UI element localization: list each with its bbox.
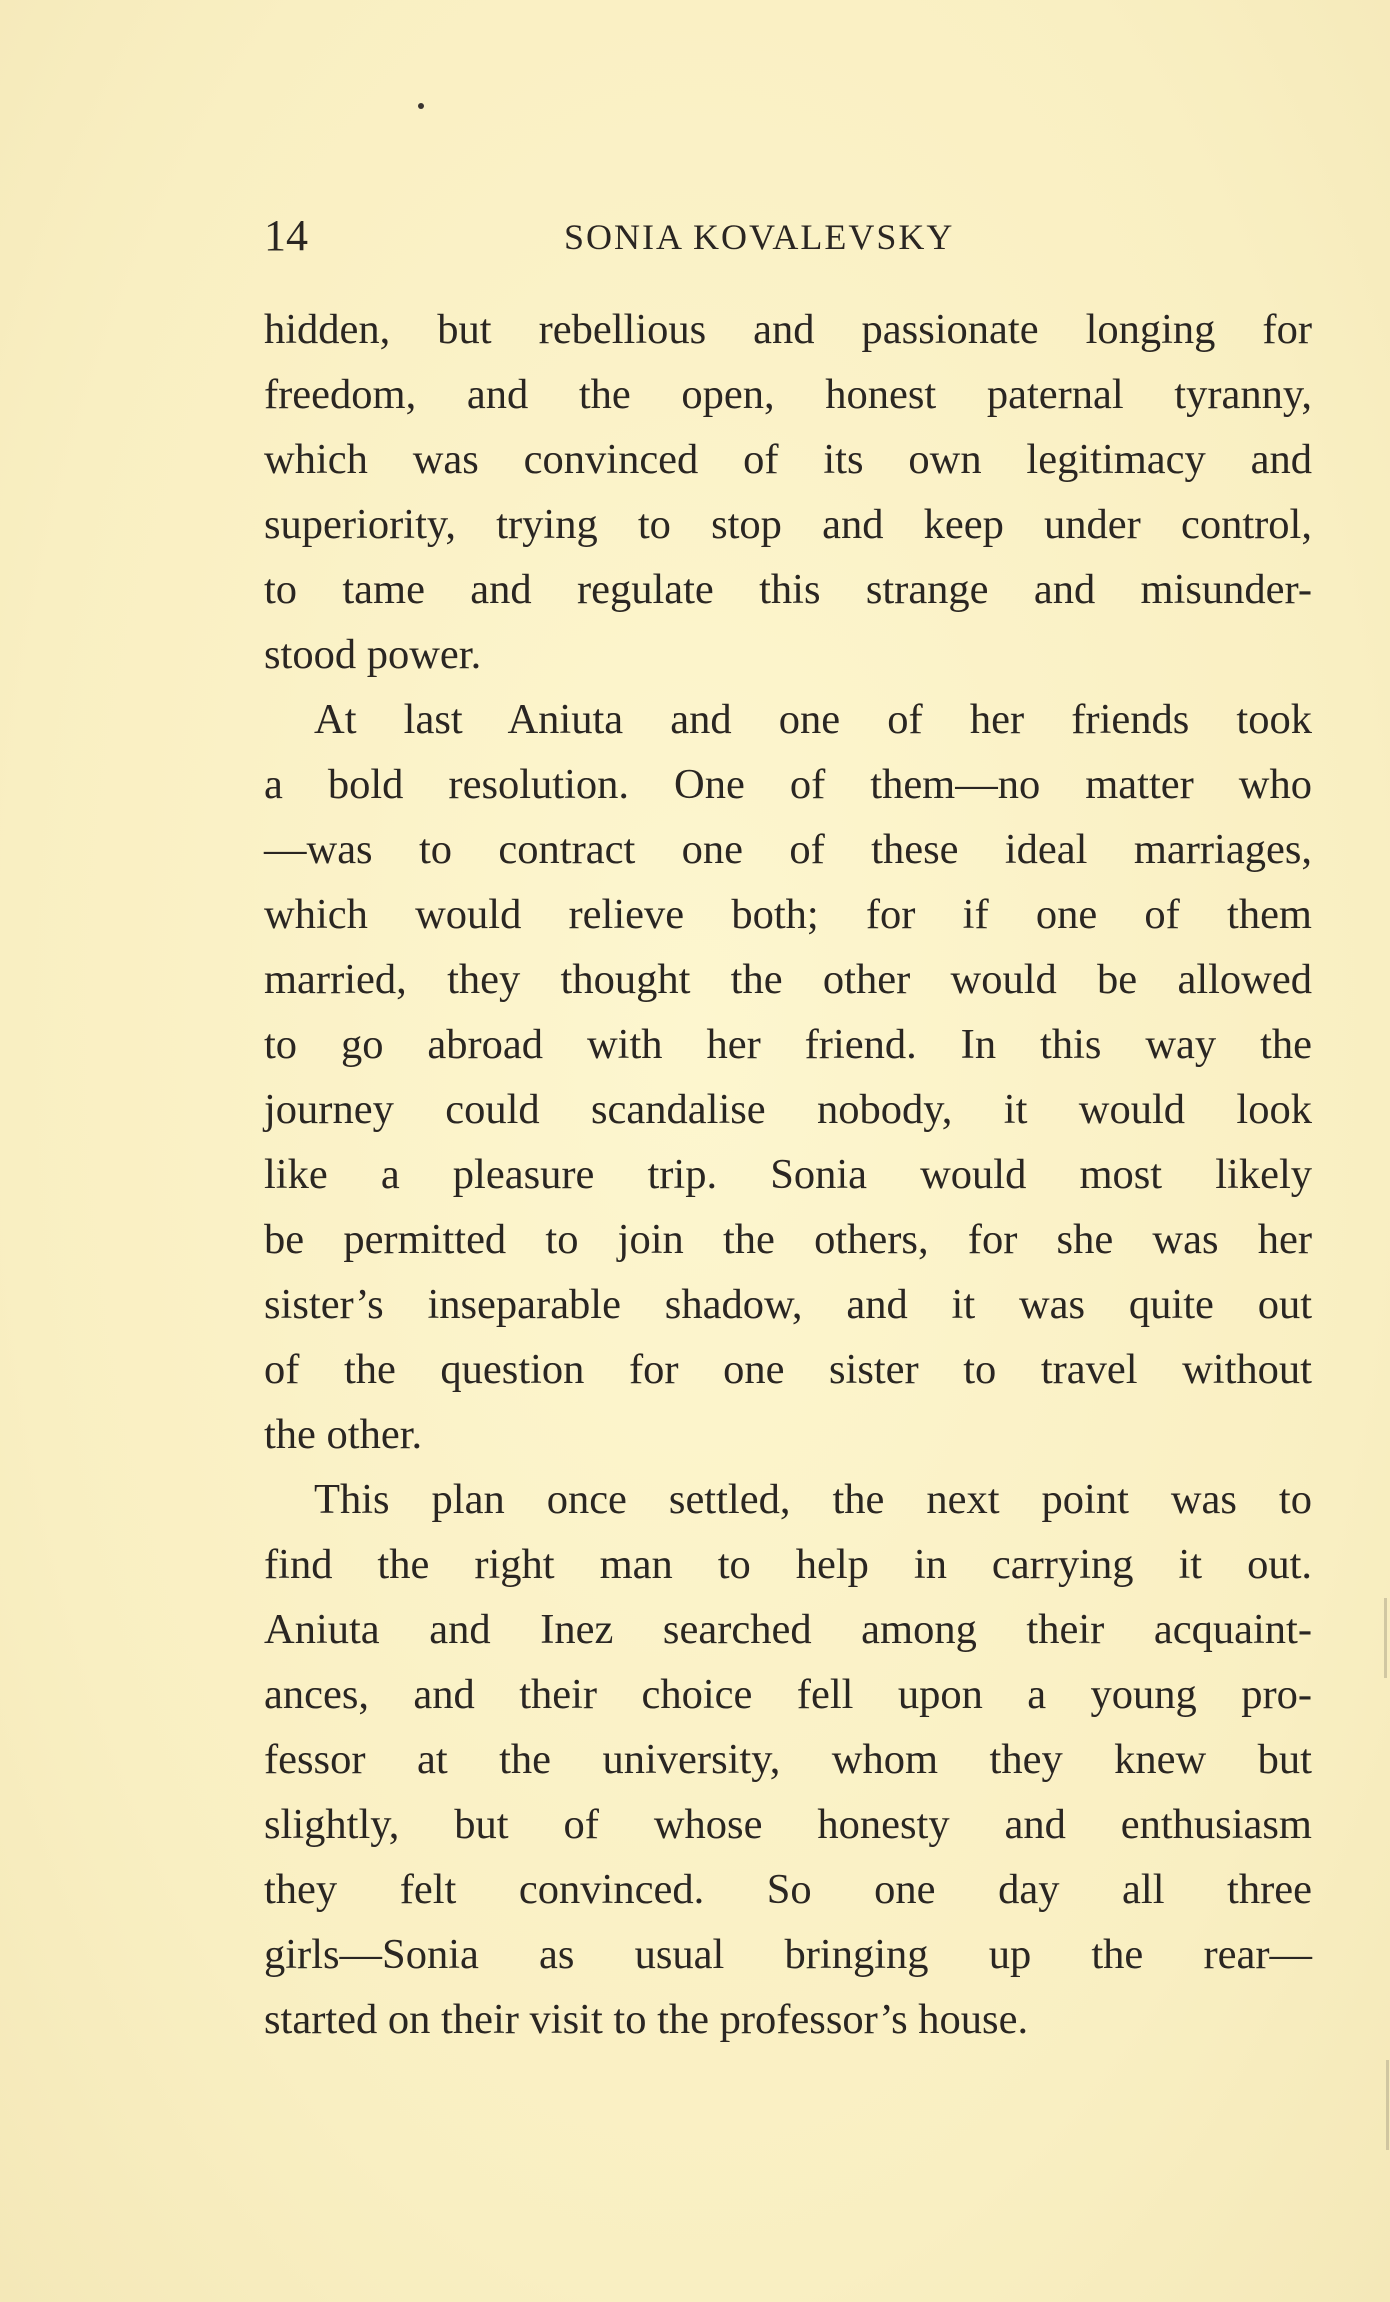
text-line: of the question for one sister to travel without xyxy=(264,1346,1312,1393)
text-line: hidden, but rebellious and passionate longing for xyxy=(264,306,1312,353)
text-line: sister’s inseparable shadow, and it was quite out xyxy=(264,1281,1312,1328)
text-line: a bold resolution. One of them—no matter who xyxy=(264,761,1312,808)
text-line: be permitted to join the others, for she was her xyxy=(264,1216,1312,1263)
text-line: the other. xyxy=(264,1411,423,1458)
text-line: fessor at the university, whom they knew but xyxy=(264,1736,1312,1783)
page-number: 14 xyxy=(264,211,308,260)
page-edge-mark xyxy=(1384,1598,1387,1678)
ink-speck xyxy=(418,103,424,109)
text-line: like a pleasure trip. Sonia would most likely xyxy=(264,1151,1312,1198)
text-line: freedom, and the open, honest paternal tyranny, xyxy=(264,371,1312,418)
text-line: to tame and regulate this strange and misunder- xyxy=(264,566,1312,613)
paragraph xyxy=(264,687,1312,1467)
text-line: At last Aniuta and one of her friends took xyxy=(314,696,1312,743)
body-text xyxy=(264,297,1312,2052)
text-line: find the right man to help in carrying it out. xyxy=(264,1541,1312,1588)
text-line: —was to contract one of these ideal marriages, xyxy=(264,826,1312,873)
running-head xyxy=(264,208,1312,264)
paragraph xyxy=(264,1467,1312,2052)
text-line: girls—Sonia as usual bringing up the rear— xyxy=(264,1931,1312,1978)
book-title: SONIA KOVALEVSKY xyxy=(564,217,955,257)
text-line: This plan once settled, the next point was to xyxy=(314,1476,1312,1523)
text-line: Aniuta and Inez searched among their acquaint- xyxy=(264,1606,1312,1653)
text-line: slightly, but of whose honesty and enthusiasm xyxy=(264,1801,1312,1848)
text-line: married, they thought the other would be allowed xyxy=(264,956,1312,1003)
text-line: to go abroad with her friend. In this way the xyxy=(264,1021,1312,1068)
text-line: ances, and their choice fell upon a young pro- xyxy=(264,1671,1312,1718)
text-line: superiority, trying to stop and keep under control, xyxy=(264,501,1312,548)
text-line: journey could scandalise nobody, it would look xyxy=(264,1086,1312,1133)
text-line: which would relieve both; for if one of them xyxy=(264,891,1312,938)
paragraph xyxy=(264,297,1312,687)
text-line: started on their visit to the professor’s house. xyxy=(264,1996,1029,2043)
text-line: they felt convinced. So one day all three xyxy=(264,1866,1312,1913)
text-line: which was convinced of its own legitimacy and xyxy=(264,436,1312,483)
page-edge-mark xyxy=(1386,2060,1389,2150)
text-line: stood power. xyxy=(264,631,482,678)
